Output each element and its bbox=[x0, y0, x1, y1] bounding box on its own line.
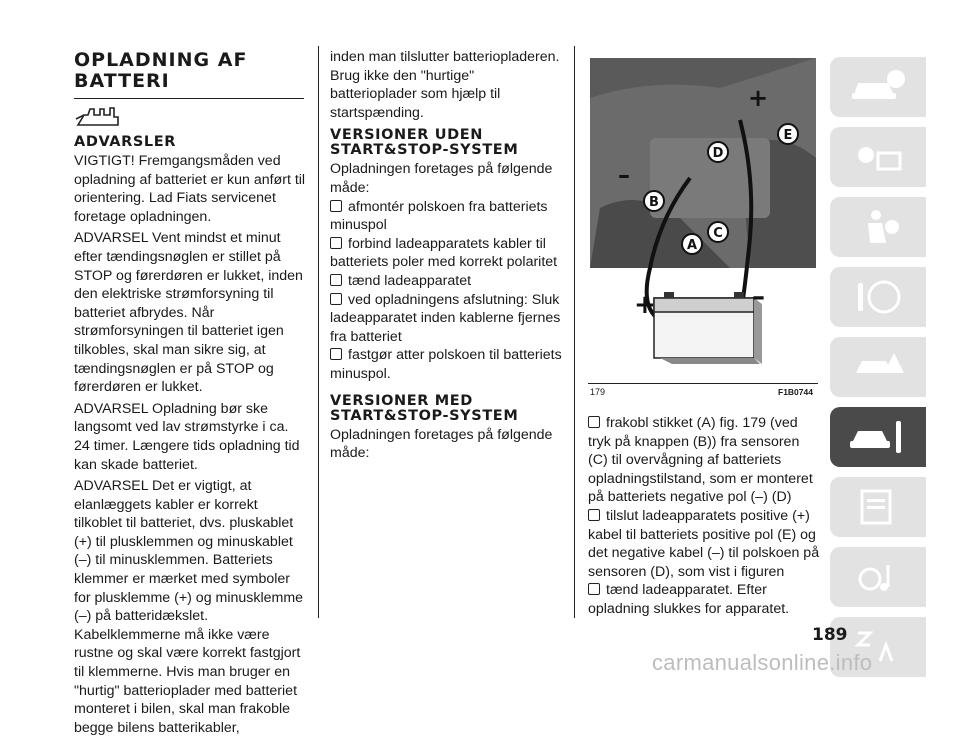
figure-callout-E bbox=[778, 124, 798, 144]
column-middle bbox=[330, 48, 564, 466]
figure-callout-B bbox=[644, 191, 664, 211]
figure-code: F1B0744 bbox=[778, 387, 813, 397]
svg-text:E: E bbox=[783, 128, 793, 143]
list-item: frakobl stikket (A) fig. 179 (ved tryk på knappen (B)) fra sensoren (C) til overvågning af batteriets opladningstilstand, som er monteret på batteriets negative pol (–) (D) bbox=[588, 415, 813, 506]
figure-number: 179 bbox=[590, 387, 606, 397]
paragraph: ADVARSEL Vent mindst et minut efter tændingsnøglen er stillet på STOP og førerdøren er lukket, inden den elektriske strømforsyning til batteriet afbrydes. Når strømforsyningen til batteriet igen tilkobles, skal man sikre sig, at tændingsnøglen er på STOP og førerdøren er lukket. bbox=[74, 230, 303, 396]
figure-callout-D bbox=[708, 142, 728, 162]
battery-charging-figure bbox=[590, 58, 816, 378]
figure-minus-top: – bbox=[618, 161, 630, 189]
list-item: tænd ladeapparatet bbox=[330, 272, 564, 291]
figure-plus-top: + bbox=[748, 84, 769, 112]
checkbox-bullet-icon bbox=[330, 200, 342, 212]
multimedia-icon[interactable] bbox=[830, 547, 926, 607]
svg-text:C: C bbox=[713, 226, 723, 241]
paragraph: Opladningen foretages på følgende måde: bbox=[330, 426, 553, 462]
section-heading-without-start-stop: VERSIONER UDEN START&STOP-SYSTEM bbox=[330, 127, 519, 159]
paragraph: ADVARSEL Det er vigtigt, at elanlæggets kabler er korrekt tilkoblet til batteriet, dvs. pluskablet (+) til plusklemmen og minuskablet (–) til minusklemmen. Batteriets klemmer er mærket med symboler for plusklemme (+) og minusklemme (–) på batteridækslet. Kabelklemmerne må ikke være rustne og skal være korrekt fastgjort til klemmerne. Hvis man bruger en "hurtig" batterioplader med batteriet monteret i bilen, skal man frakoble begge bilens batterikabler, bbox=[74, 478, 304, 736]
svg-text:D: D bbox=[712, 146, 724, 161]
checkbox-bullet-icon bbox=[330, 237, 342, 249]
checkbox-bullet-icon bbox=[330, 348, 342, 360]
steering-wheel-icon[interactable] bbox=[830, 267, 926, 327]
figure-callout-C bbox=[708, 222, 728, 242]
figure-callout-A bbox=[682, 234, 702, 254]
paragraph: ADVARSEL Opladning bør ske langsomt ved lav strømstyrke i ca. 24 timer. Længere tids opladning tid kan skade batteriet. bbox=[74, 400, 300, 473]
list-item: forbind ladeapparatets kabler til batteriets poler med korrekt polaritet bbox=[330, 235, 558, 271]
list-item: tænd ladeapparatet. Efter opladning slukkes for apparatet. bbox=[588, 582, 790, 617]
warnings-heading: ADVARSLER bbox=[74, 134, 177, 150]
paragraph: inden man tilslutter batteriopladeren. Brug ikke den "hurtige" batterioplader som hjælp til startspænding. bbox=[330, 49, 560, 121]
paragraph: VIGTIGT! Fremgangsmåden ved opladning af batteriet er kun anført til orientering. Lad Fiats servicenet foretage opladningen. bbox=[74, 153, 306, 225]
airbag-seat-icon[interactable] bbox=[830, 197, 926, 257]
svg-text:A: A bbox=[686, 238, 698, 253]
checkbox-bullet-icon bbox=[330, 274, 342, 286]
figure-caption-rule bbox=[588, 383, 818, 384]
column-right bbox=[588, 414, 820, 619]
checkbox-bullet-icon bbox=[588, 583, 600, 595]
chapter-tabs bbox=[830, 57, 926, 687]
svg-text:B: B bbox=[649, 195, 659, 210]
figure-plus-bottom: + bbox=[634, 290, 656, 320]
checkbox-bullet-icon bbox=[588, 509, 600, 521]
column-divider bbox=[574, 46, 575, 618]
title-rule bbox=[74, 98, 304, 99]
breakdown-icon[interactable] bbox=[830, 337, 926, 397]
page-number: 189 bbox=[812, 625, 848, 645]
list-item: ved opladningens afslutning: Sluk ladeapparatet inden kablerne fjernes fra batteriet bbox=[330, 291, 561, 345]
car-info-icon[interactable] bbox=[830, 57, 926, 117]
list-item: afmontér polskoen fra batteriets minuspol bbox=[330, 198, 548, 234]
list-item: tilslut ladeapparatets positive (+) kabel til batteriets positive pol (E) og det negative kabel (–) til polskoen på sensoren (D), som vist i figuren bbox=[588, 507, 820, 580]
page-title: OPLADNING AF BATTERI bbox=[74, 49, 248, 92]
column-divider bbox=[318, 46, 319, 618]
column-left bbox=[74, 48, 306, 740]
index-list-icon[interactable] bbox=[830, 477, 926, 537]
section-heading-with-start-stop: VERSIONER MED START&STOP-SYSTEM bbox=[330, 392, 519, 424]
warning-hand-icon bbox=[74, 105, 306, 129]
service-car-wrench-icon[interactable] bbox=[830, 407, 926, 467]
figure-minus-bottom: – bbox=[752, 282, 765, 312]
checkbox-bullet-icon bbox=[330, 293, 342, 305]
watermark: carmanualsonline.info bbox=[652, 650, 873, 675]
list-item: fastgør atter polskoen til batteriets minuspol. bbox=[330, 347, 562, 382]
warning-lights-icon[interactable] bbox=[830, 127, 926, 187]
checkbox-bullet-icon bbox=[588, 416, 600, 428]
paragraph: Opladningen foretages på følgende måde: bbox=[330, 161, 553, 196]
